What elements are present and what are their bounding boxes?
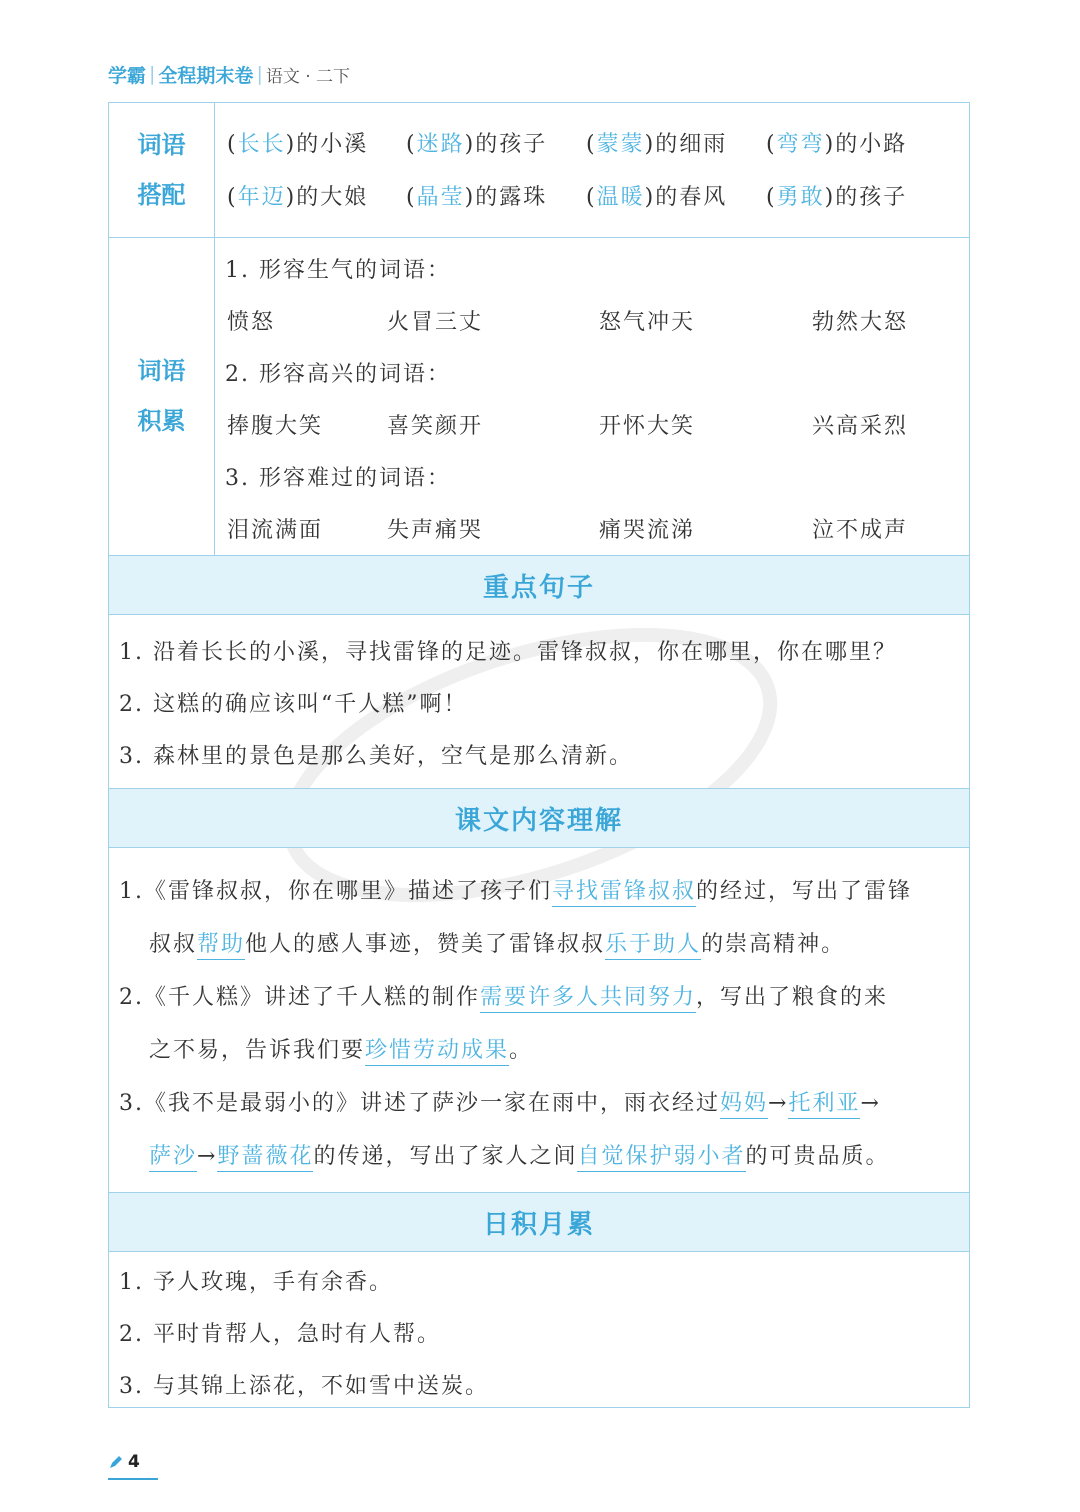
item-text: 的小溪 xyxy=(296,132,369,157)
answer-text: 勇敢 xyxy=(776,185,825,210)
label-line: 词语 xyxy=(137,131,186,159)
brand-name: 学霸 xyxy=(108,64,147,87)
text: 之不易，告诉我们要 xyxy=(149,1038,366,1063)
word: 怒气冲天 xyxy=(599,310,696,335)
comprehension-line xyxy=(119,980,888,1011)
word: 失声痛哭 xyxy=(387,518,484,543)
word: 捧腹大笑 xyxy=(227,414,324,439)
section-heading: 课文内容理解 xyxy=(109,789,969,847)
answer-underline: 野蔷薇花 xyxy=(217,1144,313,1172)
item-text: 的细雨 xyxy=(655,132,728,157)
arrow: → xyxy=(197,1144,218,1169)
text: ，写出了粮食的来 xyxy=(696,985,889,1010)
group-title: 2. 形容高兴的词语： xyxy=(225,362,451,387)
text: 3.《我不是最弱小的》讲述了萨沙一家在雨中，雨衣经过 xyxy=(119,1091,720,1116)
answer-text: 弯弯 xyxy=(776,132,825,157)
group-title: 3. 形容难过的词语： xyxy=(225,466,451,491)
collocation-item: (勇敢)的孩子 xyxy=(766,185,908,210)
page-footer xyxy=(108,1452,158,1480)
item-text: 的小路 xyxy=(835,132,908,157)
saying-item: 3. 与其锦上添花，不如雪中送炭。 xyxy=(119,1374,489,1399)
saying-item: 1. 予人玫瑰，手有余香。 xyxy=(119,1270,393,1295)
collocation-section xyxy=(109,103,969,237)
word: 泣不成声 xyxy=(812,518,909,543)
section-label xyxy=(109,237,215,555)
word: 愤怒 xyxy=(227,310,276,335)
answer-underline: 萨沙 xyxy=(149,1144,197,1172)
answer-underline: 乐于助人 xyxy=(605,932,701,960)
comprehension-line xyxy=(119,1086,881,1117)
item-text: 的春风 xyxy=(655,185,728,210)
divider xyxy=(109,614,969,615)
comprehension-line xyxy=(149,1033,533,1064)
answer-underline: 帮助 xyxy=(197,932,245,960)
comprehension-line xyxy=(149,927,845,958)
answer-underline: 需要许多人共同努力 xyxy=(480,985,696,1013)
divider xyxy=(109,847,969,848)
word: 火冒三丈 xyxy=(387,310,484,335)
answer-underline: 托利亚 xyxy=(788,1091,860,1119)
word: 开怀大笑 xyxy=(599,414,696,439)
text: 他人的感人事迹，赞美了雷锋叔叔 xyxy=(245,932,606,957)
collocation-item: (蒙蒙)的细雨 xyxy=(586,132,728,157)
answer-underline: 自觉保护弱小者 xyxy=(577,1144,745,1172)
series-name: 全程期末卷 xyxy=(158,64,254,87)
group-title: 1. 形容生气的词语： xyxy=(225,258,451,283)
item-text: 的大娘 xyxy=(296,185,369,210)
text: 的传递，写出了家人之间 xyxy=(313,1144,578,1169)
answer-text: 蒙蒙 xyxy=(596,132,645,157)
comprehension-line xyxy=(119,874,912,905)
label-line: 词语 xyxy=(137,357,186,385)
comprehension-line xyxy=(149,1139,890,1170)
answer-underline: 寻找雷锋叔叔 xyxy=(552,879,696,907)
text: 的崇高精神。 xyxy=(701,932,846,957)
sentence-item: 2. 这糕的确应该叫“千人糕”啊！ xyxy=(119,692,468,717)
word: 勃然大怒 xyxy=(812,310,909,335)
answer-underline: 妈妈 xyxy=(720,1091,768,1119)
subject-grade: 语文 · 二下 xyxy=(265,66,351,87)
word: 喜笑颜开 xyxy=(387,414,484,439)
answer-underline: 珍惜劳动成果 xyxy=(365,1038,509,1066)
arrow: → xyxy=(768,1091,789,1116)
answer-text: 温暖 xyxy=(596,185,645,210)
label-line: 积累 xyxy=(137,407,186,435)
text: 2.《千人糕》讲述了千人糕的制作 xyxy=(119,985,480,1010)
sentence-item: 1. 沿着长长的小溪，寻找雷锋的足迹。雷锋叔叔，你在哪里，你在哪里？ xyxy=(119,640,897,665)
item-text: 的露珠 xyxy=(475,185,548,210)
sentence-item: 3. 森林里的景色是那么美好，空气是那么清新。 xyxy=(119,744,633,769)
content-frame xyxy=(108,102,970,1408)
header-divider: | xyxy=(149,63,156,85)
word: 泪流满面 xyxy=(227,518,324,543)
collocation-item: (年迈)的大娘 xyxy=(227,185,369,210)
text: 的可贵品质。 xyxy=(745,1144,890,1169)
collocation-item: (迷路)的孩子 xyxy=(406,132,548,157)
label-line: 搭配 xyxy=(137,181,186,209)
answer-text: 晶莹 xyxy=(416,185,465,210)
word: 痛哭流涕 xyxy=(599,518,696,543)
word: 兴高采烈 xyxy=(812,414,909,439)
collocation-item: (长长)的小溪 xyxy=(227,132,369,157)
answer-text: 迷路 xyxy=(416,132,465,157)
answer-text: 长长 xyxy=(237,132,286,157)
divider xyxy=(109,1251,969,1252)
collocation-item: (晶莹)的露珠 xyxy=(406,185,548,210)
section-heading: 日积月累 xyxy=(109,1193,969,1251)
pencil-icon xyxy=(108,1454,124,1470)
text: 的经过，写出了雷锋 xyxy=(696,879,913,904)
text: 叔叔 xyxy=(149,932,198,957)
arrow: → xyxy=(860,1091,881,1116)
text: 。 xyxy=(509,1038,534,1063)
collocation-item: (弯弯)的小路 xyxy=(766,132,908,157)
collocation-item: (温暖)的春风 xyxy=(586,185,728,210)
item-text: 的孩子 xyxy=(835,185,908,210)
section-heading: 重点句子 xyxy=(109,556,969,614)
page-number: 4 xyxy=(128,1452,140,1472)
item-text: 的孩子 xyxy=(475,132,548,157)
saying-item: 2. 平时肯帮人，急时有人帮。 xyxy=(119,1322,441,1347)
text: 1.《雷锋叔叔，你在哪里》描述了孩子们 xyxy=(119,879,552,904)
section-label xyxy=(109,103,215,237)
accumulation-section xyxy=(109,237,969,555)
header-divider: | xyxy=(256,63,263,85)
page-header xyxy=(108,60,350,88)
answer-text: 年迈 xyxy=(237,185,286,210)
